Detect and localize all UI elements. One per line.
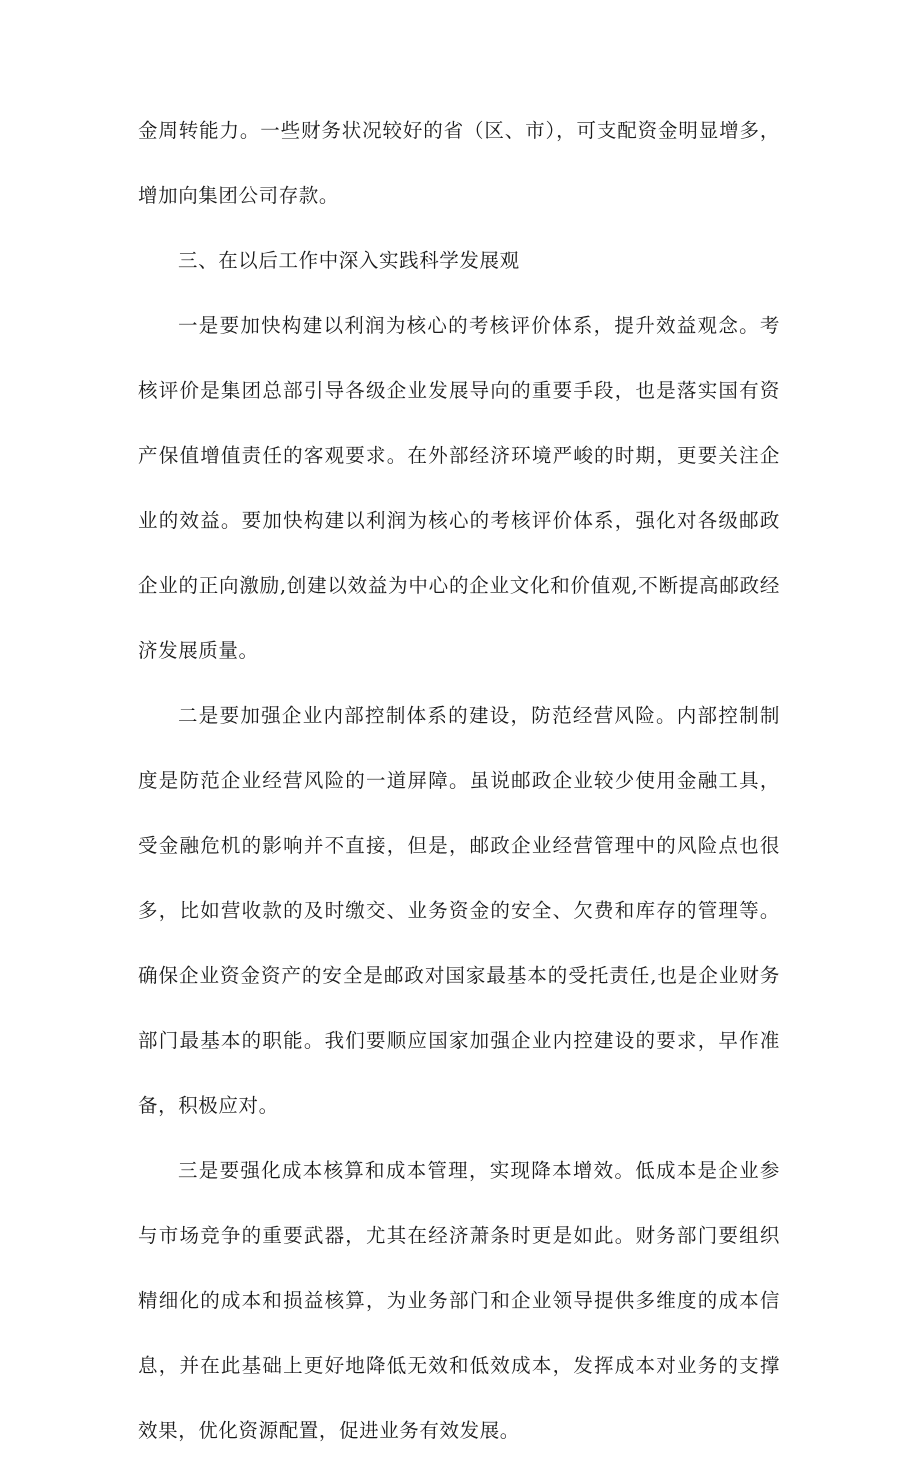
paragraph-continuation: 金周转能力。一些财务状况较好的省（区、市），可支配资金明显增多，增加向集团公司存款。 (138, 119, 780, 207)
section-heading: 三、在以后工作中深入实践科学发展观 (178, 249, 520, 272)
paragraph-item-one: 一是要加快构建以利润为核心的考核评价体系，提升效益观念。考核评价是集团总部引导各级企业发展导向的重要手段，也是落实国有资产保值增值责任的客观要求。在外部经济环境严峻的时期，更要关注企业的效益。要加快构建以利润为核心的考核评价体系，强化对各级邮政企业的正向激励,创建以效益为中心的企业文化和价值观,不断提高邮政经济发展质量。 (138, 314, 780, 662)
paragraph-item-three: 三是要强化成本核算和成本管理，实现降本增效。低成本是企业参与市场竞争的重要武器，尤其在经济萧条时更是如此。财务部门要组织精细化的成本和损益核算，为业务部门和企业领导提供多维度的成本信息，并在此基础上更好地降低无效和低效成本，发挥成本对业务的支撑效果，优化资源配置，促进业务有效发展。 (138, 1159, 780, 1442)
paragraph-item-two: 二是要加强企业内部控制体系的建设，防范经营风险。内部控制制度是防范企业经营风险的一道屏障。虽说邮政企业较少使用金融工具，受金融危机的影响并不直接，但是，邮政企业经营管理中的风险点也很多，比如营收款的及时缴交、业务资金的安全、欠费和库存的管理等。确保企业资金资产的安全是邮政对国家最基本的受托责任,也是企业财务部门最基本的职能。我们要顺应国家加强企业内控建设的要求，早作准备，积极应对。 (138, 704, 780, 1117)
document-page (138, 98, 780, 1463)
